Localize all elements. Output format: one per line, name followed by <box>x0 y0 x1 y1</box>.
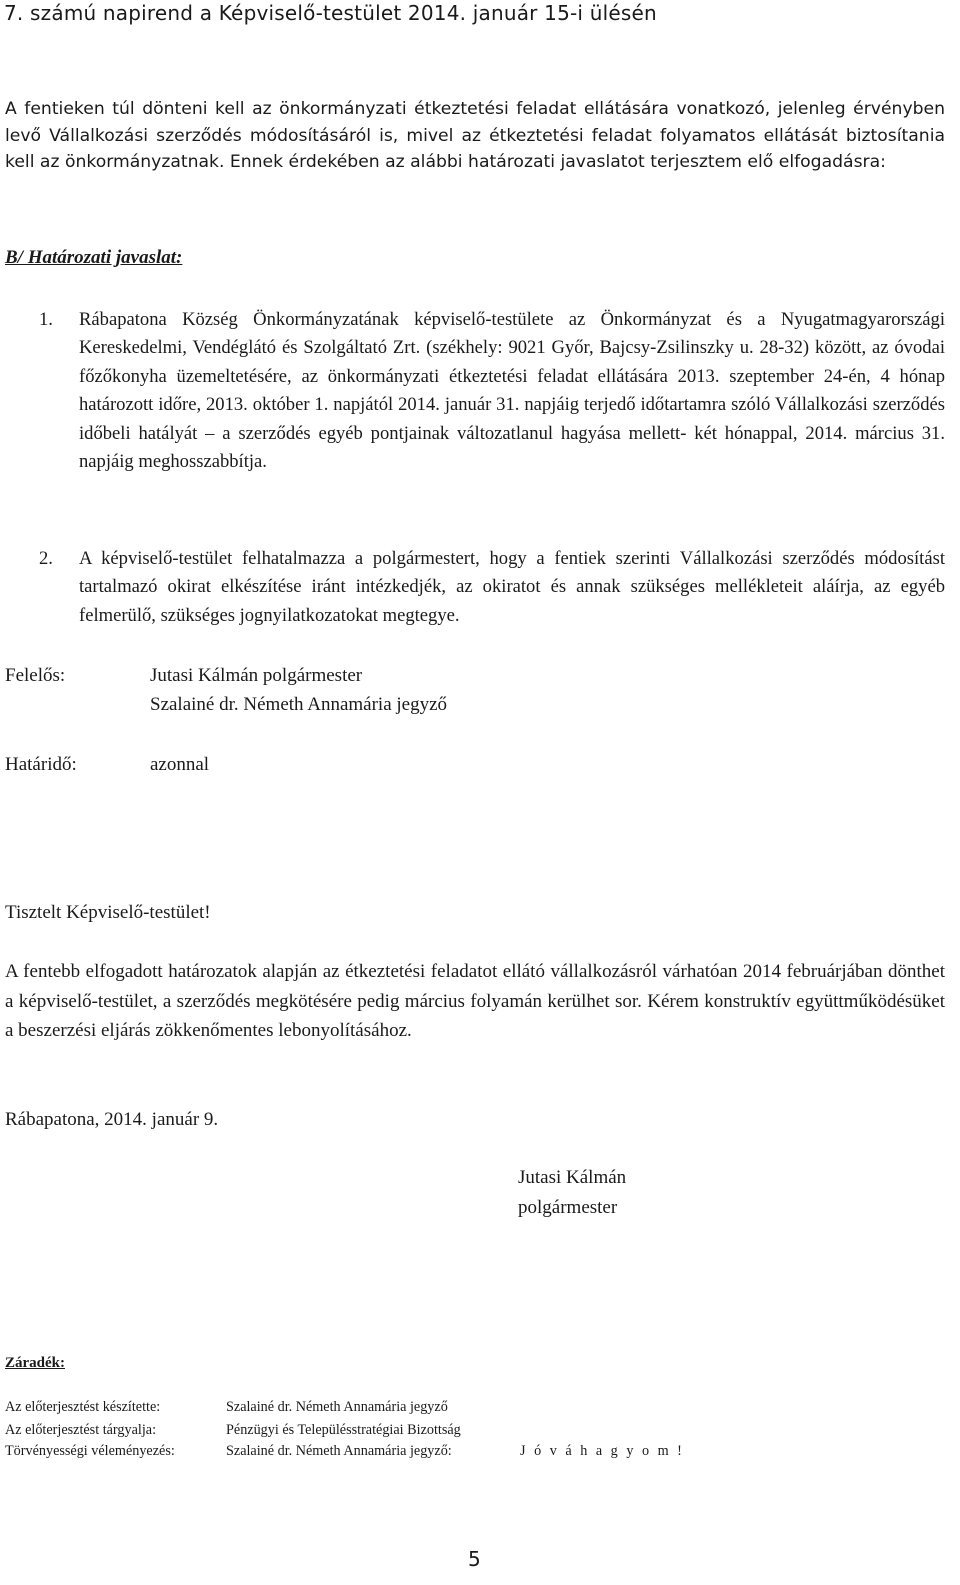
closing-paragraph: A fentebb elfogadott határozatok alapján az étkeztetési feladatot ellátó vállalkozásról várhatóan 2014 februárjában dönthet a képviselő-testület, a szerződés megkötésére pedig március folyamán kerülhet sor. Kérem konstruktív együttműködésüket a beszerzési eljárás zökkenőmentes lebonyolításához. <box>5 961 945 1041</box>
deadline-label: Határidő: <box>5 754 77 775</box>
appendix-row-value: Pénzügyi és Településstratégiai Bizottság <box>226 1422 461 1438</box>
appendix-row-label: Az előterjesztést készítette: <box>5 1399 161 1415</box>
resolution-item-number: 1. <box>39 309 53 330</box>
resolution-item <box>5 545 945 630</box>
responsible-person-notary: Szalainé dr. Németh Annamária jegyző <box>150 694 448 715</box>
page-header: 7. számú napirend a Képviselő-testület 2014. január 15-i ülésén <box>4 1 657 25</box>
resolution-item-text: Rábapatona Község Önkormányzatának képviselő-testülete az Önkormányzat és a Nyugatmagyarországi Kereskedelmi, Vendéglátó és Szolgáltató Zrt. (székhely: 9021 Győr, Bajcsy-Zsilinszky u. 28-32) között, az óvodai főzőkonyha üzemeltetésére, az önkormányzati étkeztetési feladat ellátására 2013. szeptember 24-én, 4 hónap határozott időre, 2013. október 1. napjától 2014. január 31. napjáig terjedő időtartamra szóló Vállalkozási szerződés időbeli hatályát – a szerződés egyéb pontjainak változatlanul hagyása mellett- két hónappal, 2014. március 31. napjáig meghosszabbítja. <box>79 309 945 473</box>
appendix-row-value: Szalainé dr. Németh Annamária jegyző: <box>226 1443 452 1459</box>
proposal-title: B/ Határozati javaslat: <box>5 247 183 268</box>
resolution-item-number: 2. <box>39 548 53 569</box>
responsible-label: Felelős: <box>5 665 66 686</box>
deadline-value: azonnal <box>150 754 210 775</box>
appendix-row-label: Törvényességi véleményezés: <box>5 1443 175 1459</box>
signature-name: Jutasi Kálmán <box>518 1167 627 1188</box>
responsible-person-mayor: Jutasi Kálmán polgármester <box>150 665 363 686</box>
salutation: Tisztelt Képviselő-testület! <box>5 902 211 923</box>
page-number: 5 <box>468 1547 481 1571</box>
approval-stamp-text: J ó v á h a g y o m ! <box>520 1443 685 1459</box>
intro-paragraph: A fentieken túl dönteni kell az önkormányzati étkeztetési feladat ellátására vonatkozó, jelenleg érvényben levő Vállalkozási szerződés módosításáról is, mivel az étkeztetési feladat folyamatos ellátását biztosítania kell az önkormányzatnak. Ennek érdekében az alábbi határozati javaslatot terjesztem elő elfogadásra: <box>5 99 945 172</box>
appendix-row-label: Az előterjesztést tárgyalja: <box>5 1422 157 1438</box>
signature-title: polgármester <box>518 1197 618 1218</box>
appendix-row-value: Szalainé dr. Németh Annamária jegyző <box>226 1399 448 1415</box>
appendix-title: Záradék: <box>5 1355 65 1371</box>
signature-block <box>518 1163 626 1223</box>
place-date: Rábapatona, 2014. január 9. <box>5 1109 219 1130</box>
resolution-item-text: A képviselő-testület felhatalmazza a polgármestert, hogy a fentiek szerinti Vállalkozási szerződés módosítást tartalmazó okirat elkészítése iránt intézkedjék, az okiratot és annak szükséges mellékleteit aláírja, az egyéb felmerülő, szükséges jognyilatkozatokat megtegye. <box>79 548 945 626</box>
resolution-item <box>5 306 945 476</box>
